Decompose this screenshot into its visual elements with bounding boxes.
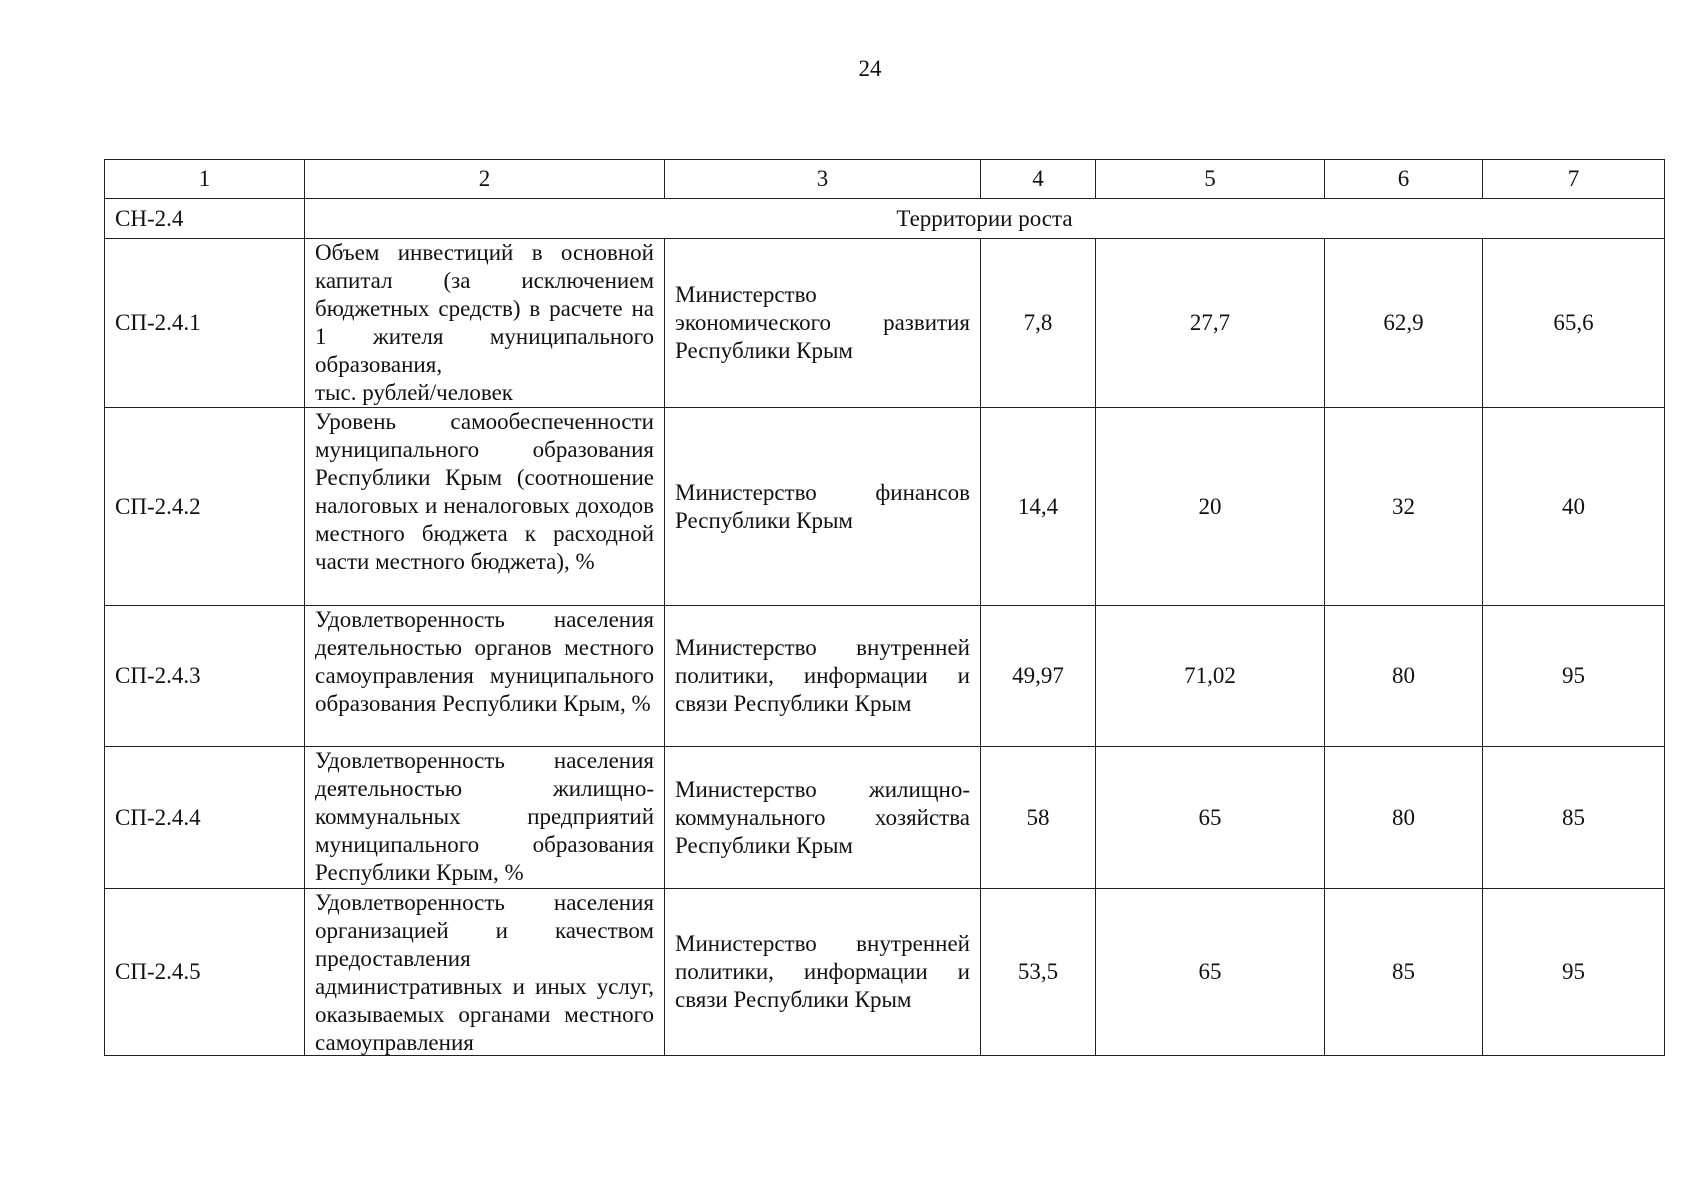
row-code: СП-2.4.4	[105, 747, 305, 889]
table-row	[105, 408, 1665, 606]
row-value-7: 95	[1483, 889, 1665, 1056]
header-cell: 4	[981, 160, 1096, 199]
table-row	[105, 889, 1665, 1056]
row-value-5: 65	[1096, 747, 1325, 889]
row-indicator: Объем инвестиций в основной капитал (за исключением бюджетных средств) в расчете на 1 жителя муниципального образования, тыс. рублей/человек	[305, 239, 665, 408]
section-code: СН-2.4	[105, 199, 305, 239]
row-responsible: Министерство финансов Республики Крым	[665, 408, 981, 606]
row-value-4: 7,8	[981, 239, 1096, 408]
header-cell: 6	[1325, 160, 1483, 199]
row-value-4: 58	[981, 747, 1096, 889]
row-responsible: Министерство экономического развития Республики Крым	[665, 239, 981, 408]
header-cell: 5	[1096, 160, 1325, 199]
row-value-5: 20	[1096, 408, 1325, 606]
row-value-4: 14,4	[981, 408, 1096, 606]
table-row	[105, 747, 1665, 889]
row-code: СП-2.4.5	[105, 889, 305, 1056]
row-value-7: 40	[1483, 408, 1665, 606]
row-responsible: Министерство жилищно-коммунального хозяйства Республики Крым	[665, 747, 981, 889]
row-responsible: Министерство внутренней политики, информации и связи Республики Крым	[665, 606, 981, 747]
section-title: Территории роста	[305, 199, 1665, 239]
indicators-table	[104, 159, 1665, 1056]
row-code: СП-2.4.2	[105, 408, 305, 606]
header-cell: 1	[105, 160, 305, 199]
table-row	[105, 239, 1665, 408]
header-cell: 7	[1483, 160, 1665, 199]
row-value-4: 49,97	[981, 606, 1096, 747]
row-value-6: 32	[1325, 408, 1483, 606]
table-row	[105, 606, 1665, 747]
row-code: СП-2.4.3	[105, 606, 305, 747]
row-value-6: 80	[1325, 606, 1483, 747]
row-value-5: 27,7	[1096, 239, 1325, 408]
header-row	[105, 160, 1665, 199]
row-code: СП-2.4.1	[105, 239, 305, 408]
row-indicator: Уровень самообеспеченности муниципального образования Республики Крым (соотношение налоговых и неналоговых доходов местного бюджета к расходной части местного бюджета), %	[305, 408, 665, 606]
row-value-7: 95	[1483, 606, 1665, 747]
row-value-4: 53,5	[981, 889, 1096, 1056]
header-cell: 2	[305, 160, 665, 199]
row-indicator: Удовлетворенность населения деятельностью органов местного самоуправления муниципального образования Республики Крым, %	[305, 606, 665, 747]
row-indicator: Удовлетворенность населения организацией и качеством предоставления административных и иных услуг, оказываемых органами местного самоуправления	[305, 889, 665, 1056]
row-value-6: 85	[1325, 889, 1483, 1056]
row-responsible: Министерство внутренней политики, информации и связи Республики Крым	[665, 889, 981, 1056]
row-value-7: 85	[1483, 747, 1665, 889]
page-number: 24	[858, 56, 882, 81]
row-value-6: 62,9	[1325, 239, 1483, 408]
section-row	[105, 199, 1665, 239]
row-indicator: Удовлетворенность населения деятельностью жилищно-коммунальных предприятий муниципального образования Республики Крым, %	[305, 747, 665, 889]
row-value-7: 65,6	[1483, 239, 1665, 408]
row-value-5: 71,02	[1096, 606, 1325, 747]
row-value-5: 65	[1096, 889, 1325, 1056]
row-value-6: 80	[1325, 747, 1483, 889]
header-cell: 3	[665, 160, 981, 199]
